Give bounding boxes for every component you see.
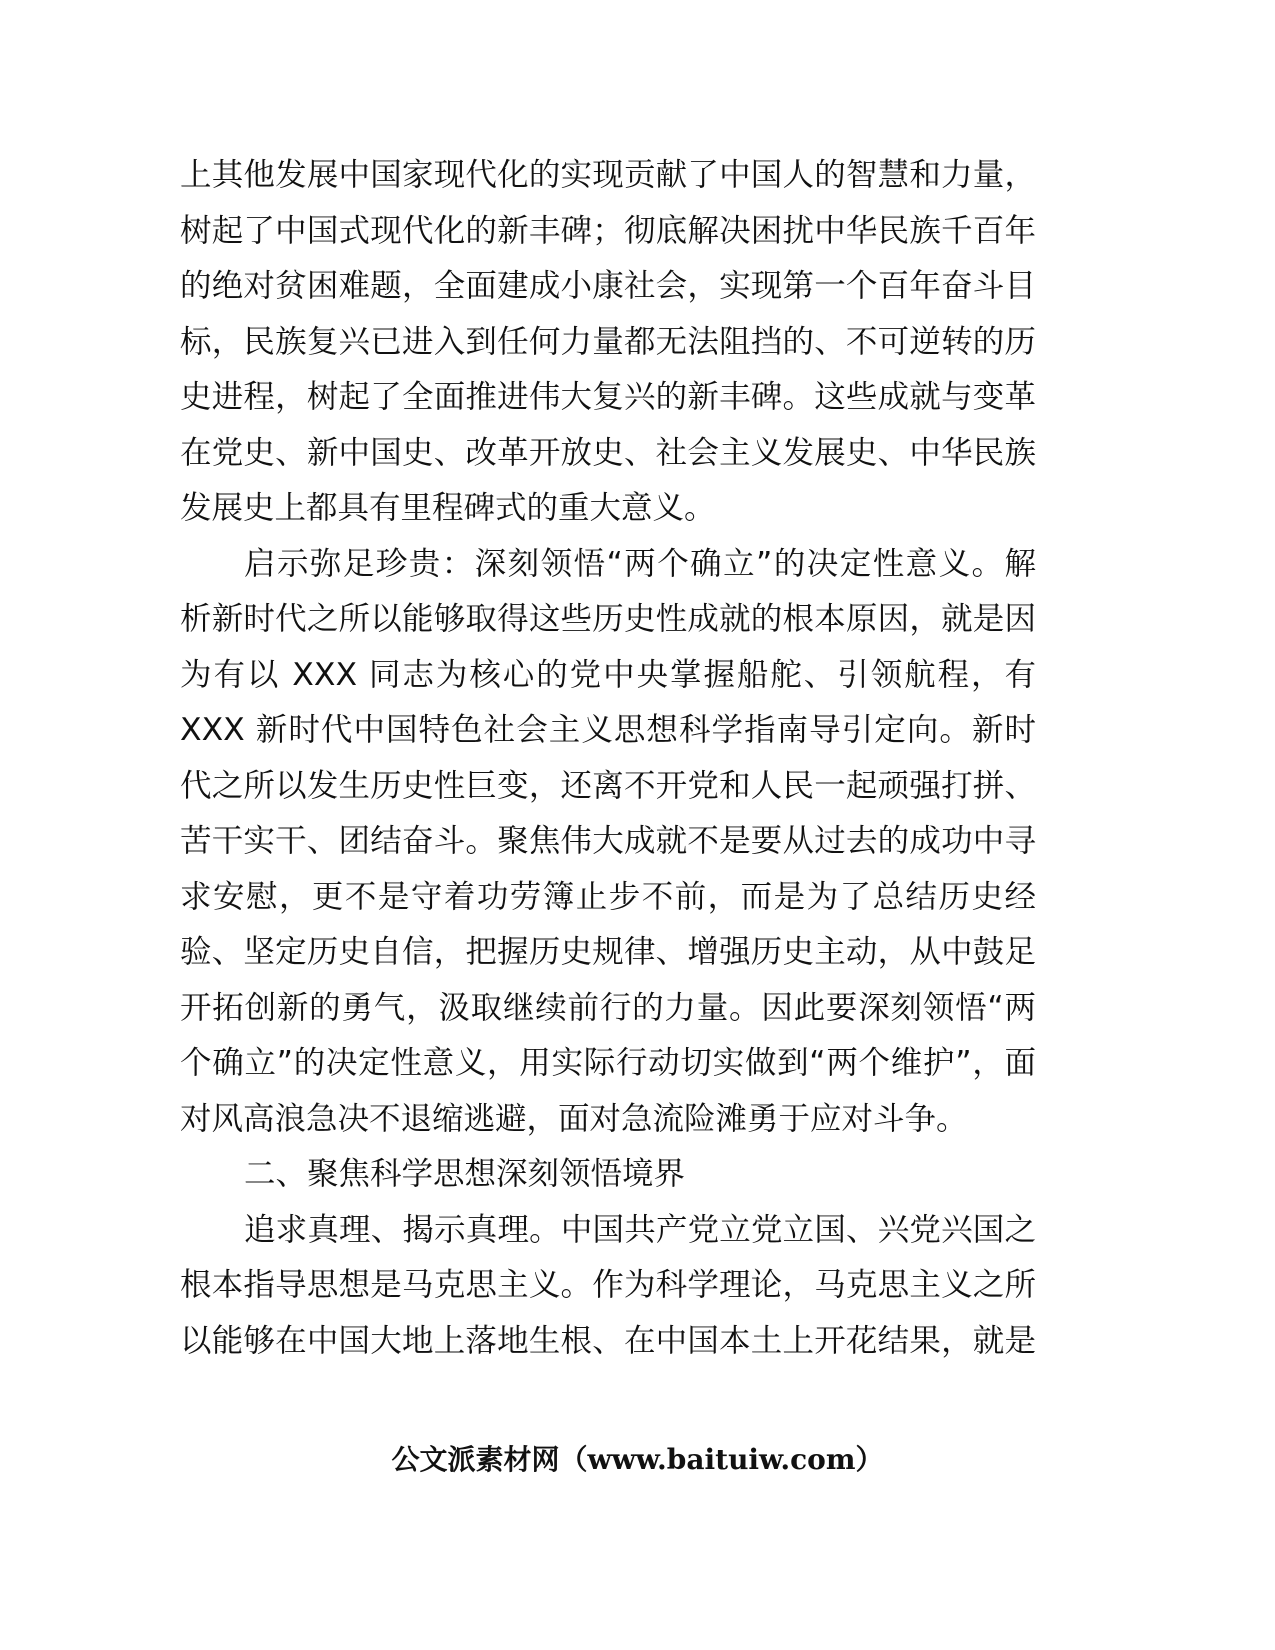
- paragraph-line: 启示弥足珍贵：深刻领悟“两个确立”的决定性意义。解: [244, 545, 1036, 582]
- paragraph-line: 个确立”的决定性意义，用实际行动切实做到“两个维护”，面: [180, 1045, 1036, 1081]
- paragraph-line: 上其他发展中国家现代化的实现贡献了中国人的智慧和力量，: [180, 157, 1036, 193]
- paragraph-line: 开拓创新的勇气，汲取继续前行的力量。因此要深刻领悟“两: [180, 989, 1036, 1026]
- paragraph-line: XXX 新时代中国特色社会主义思想科学指南导引定向。新时: [180, 712, 1036, 748]
- footer-watermark: 公文派素材网（www.baituiw.com）: [391, 1443, 884, 1476]
- paragraph-line: 标，民族复兴已进入到任何力量都无法阻挡的、不可逆转的历: [180, 323, 1036, 360]
- paragraph-line: 验、坚定历史自信，把握历史规律、增强历史主动，从中鼓足: [180, 934, 1036, 970]
- section-heading: 二、聚焦科学思想深刻领悟境界: [244, 1156, 686, 1192]
- paragraph-line: 史进程，树起了全面推进伟大复兴的新丰碑。这些成就与变革: [180, 379, 1036, 415]
- document-body: [180, 148, 1036, 1369]
- paragraph-line: 发展史上都具有里程碑式的重大意义。: [180, 490, 716, 526]
- paragraph-line: 代之所以发生历史性巨变，还离不开党和人民一起顽强打拼、: [180, 767, 1036, 804]
- paragraph-line: 追求真理、揭示真理。中国共产党立党立国、兴党兴国之: [244, 1211, 1036, 1248]
- paragraph-line: 为有以 XXX 同志为核心的党中央掌握船舵、引领航程，有: [180, 656, 1036, 693]
- paragraph-line: 析新时代之所以能够取得这些历史性成就的根本原因，就是因: [180, 601, 1036, 637]
- paragraph-line: 以能够在中国大地上落地生根、在中国本土上开花结果，就是: [180, 1322, 1036, 1359]
- paragraph-line: 树起了中国式现代化的新丰碑；彻底解决困扰中华民族千百年: [180, 212, 1036, 249]
- paragraph-line: 对风高浪急决不退缩逃避，面对急流险滩勇于应对斗争。: [180, 1100, 968, 1137]
- paragraph-line: 根本指导思想是马克思主义。作为科学理论，马克思主义之所: [180, 1267, 1036, 1303]
- paragraph-line: 苦干实干、团结奋斗。聚焦伟大成就不是要从过去的成功中寻: [180, 823, 1036, 859]
- paragraph-line: 的绝对贫困难题，全面建成小康社会，实现第一个百年奋斗目: [180, 268, 1036, 304]
- paragraph-line: 求安慰，更不是守着功劳簿止步不前，而是为了总结历史经: [180, 878, 1036, 915]
- paragraph-line: 在党史、新中国史、改革开放史、社会主义发展史、中华民族: [180, 434, 1036, 471]
